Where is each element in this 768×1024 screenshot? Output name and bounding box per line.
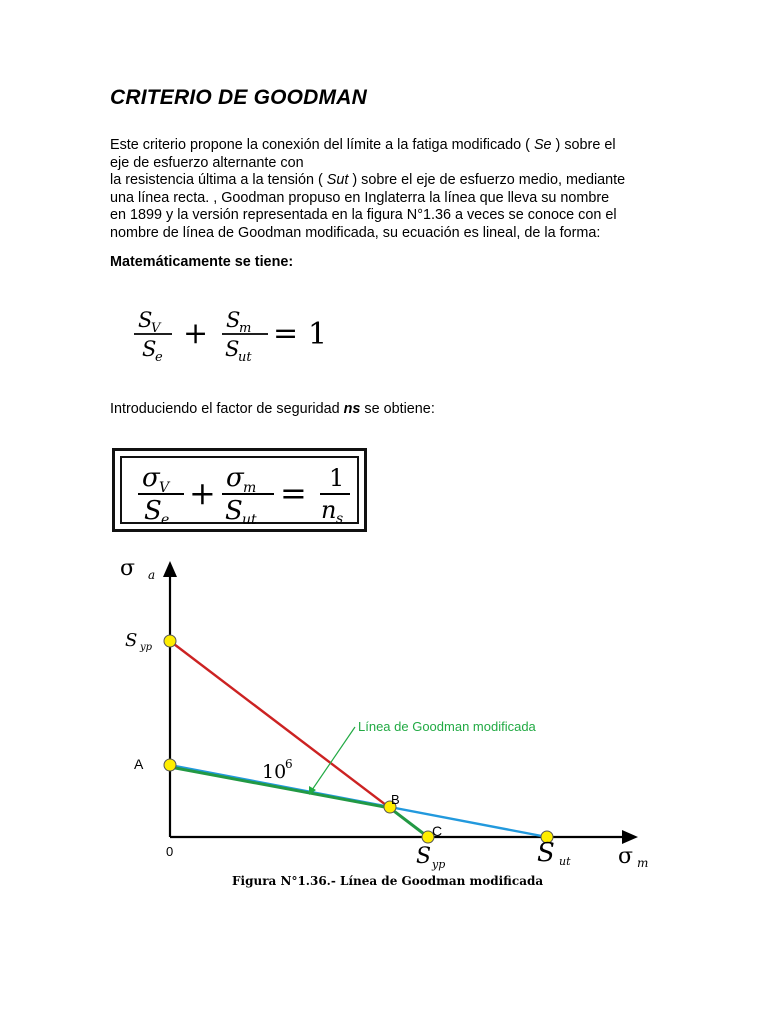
eq2-rhs-den-sub: s xyxy=(336,511,344,524)
eq1-num1: S xyxy=(138,308,153,332)
paragraph-line-6: nombre de línea de Goodman modificada, su ecuación es lineal, de la forma: xyxy=(110,224,601,241)
page-title: CRITERIO DE GOODMAN xyxy=(110,86,367,109)
intro-ns: ns xyxy=(343,401,361,417)
eq2-equals: = xyxy=(280,474,307,512)
label-syp-x: S xyxy=(416,844,432,869)
paragraph-line-2: eje de esfuerzo alternante con xyxy=(110,154,304,171)
paragraph-line-1 xyxy=(110,137,670,155)
eq2-num1-sub: V xyxy=(159,480,170,496)
intro-text: Introduciendo el factor de seguridad xyxy=(110,401,344,417)
eq2-den1-sub: e xyxy=(161,512,170,524)
x-axis-symbol: σ xyxy=(618,844,634,869)
eq2-plus: + xyxy=(189,474,216,512)
eq1-num2: S xyxy=(226,308,241,332)
eq2-rhs-num: 1 xyxy=(329,464,345,492)
paragraph-line-4: una línea recta. , Goodman propuso en Inglaterra la línea que lleva su nombre xyxy=(110,189,610,206)
eq1-plus: + xyxy=(183,316,209,351)
safety-equation xyxy=(122,458,359,524)
eq1-den1: S xyxy=(142,337,157,361)
intro-text: se obtiene: xyxy=(360,401,435,417)
x-axis-subscript: m xyxy=(637,856,649,870)
label-c: C xyxy=(432,823,443,839)
eq1-den2: S xyxy=(225,337,240,361)
x-axis-arrow xyxy=(622,830,638,844)
safety-equation-inner-frame xyxy=(120,456,359,524)
eq2-den1: S xyxy=(144,496,162,524)
eq2-num1: σ xyxy=(142,463,160,493)
eq1-den2-sub: ut xyxy=(238,350,252,363)
label-b: B xyxy=(391,792,400,807)
subheading: Matemáticamente se tiene: xyxy=(110,254,294,270)
eq1-den1-sub: e xyxy=(155,350,163,363)
point-a xyxy=(164,759,176,771)
annotation-leader xyxy=(312,727,355,790)
y-axis-symbol: σ xyxy=(120,556,136,581)
cycles-exponent: 6 xyxy=(285,757,293,771)
eq2-num2: σ xyxy=(226,463,244,493)
paragraph-text: la resistencia última a la tensión ( xyxy=(110,172,327,189)
y-axis-arrow xyxy=(163,561,177,577)
safety-factor-intro xyxy=(110,401,435,417)
paragraph-text: ) sobre el xyxy=(551,137,616,153)
eq1-num1-sub: V xyxy=(151,321,161,336)
eq2-den2: S xyxy=(225,496,243,524)
intro-paragraph xyxy=(110,137,670,243)
annotation-label: Línea de Goodman modificada xyxy=(358,719,536,734)
label-origin: 0 xyxy=(166,844,174,859)
safety-equation-frame xyxy=(112,448,367,532)
label-sut-sub: ut xyxy=(559,855,571,868)
eq1-num2-sub: m xyxy=(239,321,252,336)
paragraph-text: Este criterio propone la conexión del límite a la fatiga modificado ( xyxy=(110,137,534,153)
variable-sut: Sut xyxy=(326,172,349,189)
goodman-equation xyxy=(128,303,338,363)
eq2-rhs-den: n xyxy=(321,496,337,524)
paragraph-text: ) sobre el eje de esfuerzo medio, mediante xyxy=(348,172,626,189)
variable-se: Se xyxy=(533,137,552,153)
paragraph-line-3 xyxy=(110,172,670,190)
point-syp-y xyxy=(164,635,176,647)
eq1-equals: = xyxy=(273,316,299,351)
eq2-den2-sub: ut xyxy=(242,512,257,524)
eq1-rhs: 1 xyxy=(308,317,328,352)
label-syp-y-sub: yp xyxy=(140,642,153,653)
cycles-label: 10 xyxy=(262,761,287,783)
y-axis-subscript: a xyxy=(148,568,156,582)
label-syp-y: S xyxy=(125,630,138,651)
eq2-num2-sub: m xyxy=(243,480,257,496)
goodman-diagram xyxy=(110,555,660,895)
label-syp-x-sub: yp xyxy=(432,858,446,871)
label-sut: S xyxy=(537,838,555,868)
figure-caption: Figura N°1.36.- Línea de Goodman modificada xyxy=(232,874,544,888)
label-a: A xyxy=(134,756,144,772)
paragraph-line-5: en 1899 y la versión representada en la figura N°1.36 a veces se conoce con el xyxy=(110,207,617,224)
